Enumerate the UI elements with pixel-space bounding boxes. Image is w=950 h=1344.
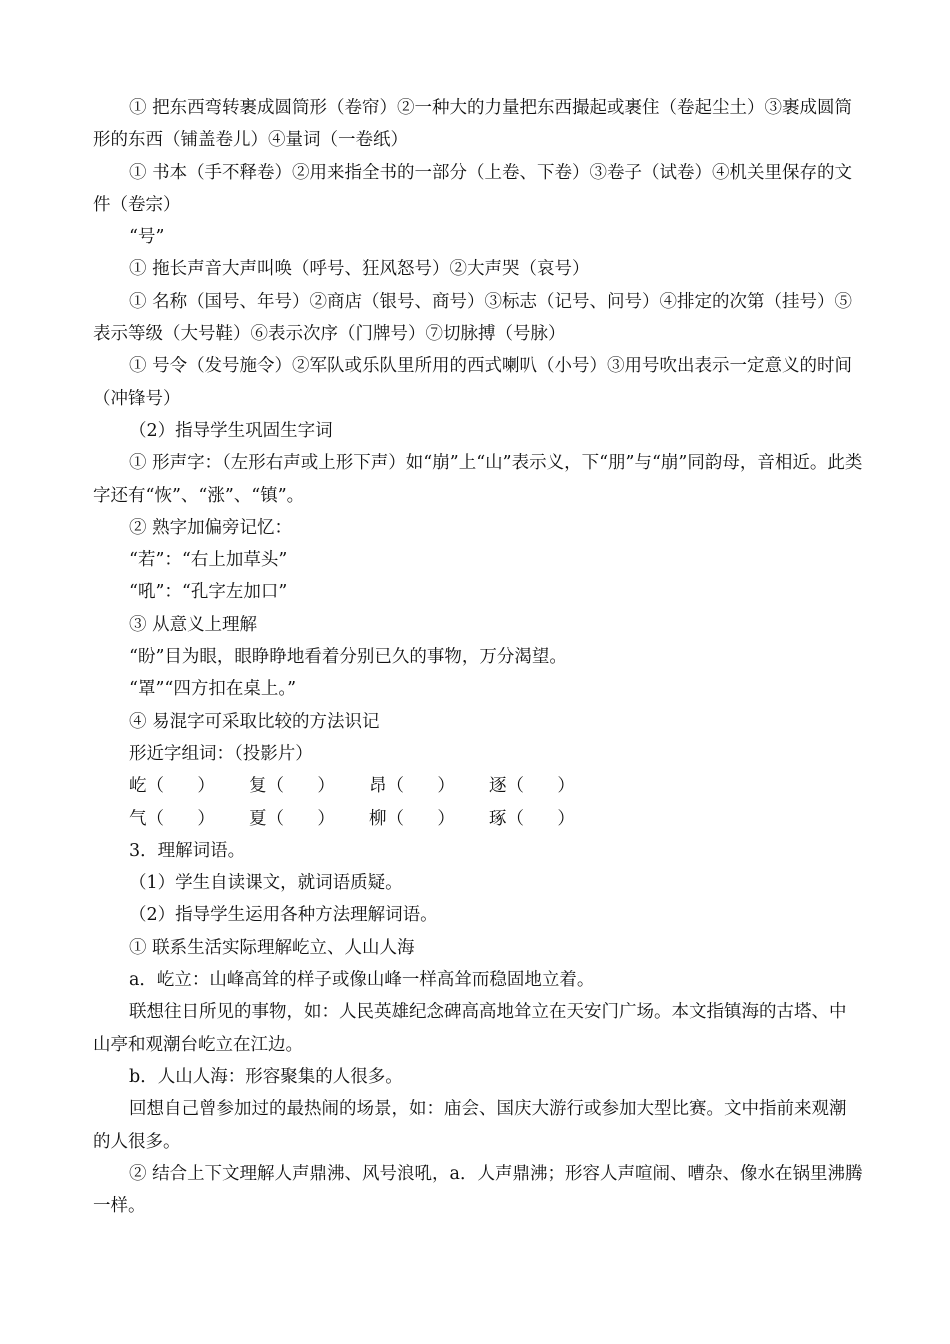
compare-row-1 <box>129 770 863 802</box>
compare-cell: 昂（ ） <box>369 776 455 797</box>
compare-cell: 屹（ ） <box>129 776 215 797</box>
paragraph-hou: “吼”：“孔字左加口” <box>129 582 288 603</box>
paragraph-step-3: 3．理解词语。 <box>129 840 246 861</box>
paragraph-xingsheng: ① 形声字：（左形右声或上形下声）如“崩”上“山”表示义，下“朋”与“崩”同韵母，音相近。此类字还有“恢”、“涨”、“镇”。 <box>93 453 863 506</box>
paragraph-yihun: ④ 易混字可采取比较的方法识记 <box>129 711 380 732</box>
paragraph-lianxiang: 联想往日所见的事物，如：人民英雄纪念碑高高地耸立在天安门广场。本文指镇海的古塔、中山亭和观潮台屹立在江边。 <box>93 1002 847 1055</box>
paragraph-xingjin: 形近字组词：（投影片） <box>129 743 313 764</box>
paragraph-shuzi: ② 熟字加偏旁记忆： <box>129 517 293 538</box>
document-page <box>93 92 863 1222</box>
paragraph-jiehe: ② 结合上下文理解人声鼎沸、风号浪吼，a．人声鼎沸；形容人声喧闹、嘈杂、像水在锅里沸腾一样。 <box>93 1163 863 1217</box>
compare-cell: 逐（ ） <box>489 776 575 797</box>
paragraph-hao-meaning-2: ① 名称（国号、年号）②商店（银号、商号）③标志（记号、问号）④排定的次第（挂号）⑤表示等级（大号鞋）⑥表示次序（门牌号）⑦切脉搏（号脉） <box>93 291 853 345</box>
compare-cell: 琢（ ） <box>489 808 575 829</box>
compare-cell: 夏（ ） <box>249 808 335 829</box>
paragraph-renshan: b．人山人海：形容聚集的人很多。 <box>129 1066 403 1087</box>
compare-row-2 <box>129 803 863 835</box>
paragraph-zhao: “罩”“四方扣在桌上。” <box>129 679 297 700</box>
paragraph-hao-heading: “号” <box>129 227 165 248</box>
paragraph-hao-meaning-1: ① 拖长声音大声叫唤（呼号、狂风怒号）②大声哭（哀号） <box>129 259 590 280</box>
paragraph-step-3-1: （1）学生自读课文，就词语质疑。 <box>129 873 403 894</box>
paragraph-hao-meaning-3: ① 号令（发号施令）②军队或乐队里所用的西式喇叭（小号）③用号吹出表示一定意义的时间（冲锋号） <box>93 356 853 409</box>
compare-cell: 复（ ） <box>249 776 335 797</box>
paragraph-step-3-2: （2）指导学生运用各种方法理解词语。 <box>129 905 438 926</box>
paragraph-yili: a．屹立：山峰高耸的样子或像山峰一样高耸而稳固地立着。 <box>129 970 595 991</box>
paragraph-juan-meaning-1: ① 把东西弯转裹成圆筒形（卷帘）②一种大的力量把东西撮起或裹住（卷起尘土）③裹成圆筒形的东西（铺盖卷儿）④量词（一卷纸） <box>93 98 853 151</box>
paragraph-lianxi: ① 联系生活实际理解屹立、人山人海 <box>129 937 415 958</box>
compare-cell: 柳（ ） <box>369 808 455 829</box>
paragraph-step-2: （2）指导学生巩固生字词 <box>129 420 333 441</box>
paragraph-juan-meaning-2: ① 书本（手不释卷）②用来指全书的一部分（上卷、下卷）③卷子（试卷）④机关里保存的文件（卷宗） <box>93 162 853 215</box>
paragraph-ruo: “若”：“右上加草头” <box>129 550 288 571</box>
paragraph-yiyi: ③ 从意义上理解 <box>129 614 258 635</box>
paragraph-huixiang: 回想自己曾参加过的最热闹的场景，如：庙会、国庆大游行或参加大型比赛。文中指前来观潮的人很多。 <box>93 1099 847 1152</box>
paragraph-pan: “盼”目为眼，眼睁睁地看着分别已久的事物，万分渴望。 <box>129 647 567 668</box>
compare-cell: 气（ ） <box>129 808 215 829</box>
